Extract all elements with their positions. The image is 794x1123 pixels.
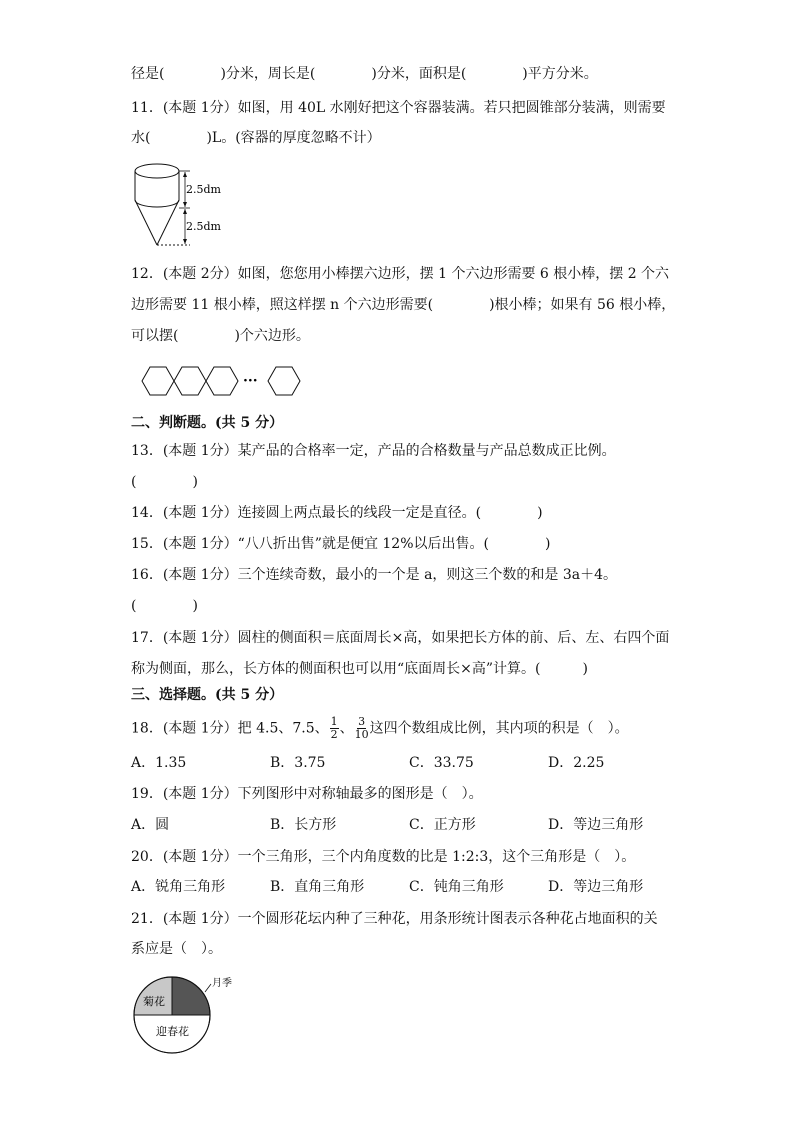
q18-option-a[interactable]: A．1.35 bbox=[131, 755, 187, 771]
q20-option-c[interactable]: C．钝角三角形 bbox=[409, 879, 504, 895]
q16-line1: 16．(本题 1分）三个连续奇数，最小的一个是 a，则这三个数的和是 3a＋4。 bbox=[131, 567, 618, 583]
q12-line1: 12．(本题 2分）如图，您您用小棒摆六边形，摆 1 个六边形需要 6 根小棒，摆 2 个六 bbox=[131, 266, 670, 282]
q18-option-d[interactable]: D．2.25 bbox=[548, 755, 605, 771]
q20-stem: 20．(本题 1分）一个三角形，三个内角度数的比是 1:2:3，这个三角形是（ ）。 bbox=[131, 849, 636, 865]
container-diagram bbox=[128, 160, 228, 250]
ellipsis-dots: ··· bbox=[243, 373, 258, 389]
q21-line2: 系应是（ ）。 bbox=[131, 941, 222, 957]
q10-tail: 径是( )分米，周长是( )分米，面积是( )平方分米。 bbox=[131, 66, 598, 82]
q11-line2: 水( )L。(容器的厚度忽略不计） bbox=[131, 130, 381, 146]
q19-option-d[interactable]: D．等边三角形 bbox=[548, 817, 644, 833]
q20-option-a[interactable]: A．锐角三角形 bbox=[131, 879, 226, 895]
q16-answer-paren: ( ) bbox=[131, 598, 198, 614]
q19-stem: 19．(本题 1分）下列图形中对称轴最多的图形是（ ）。 bbox=[131, 786, 483, 802]
q18-option-c[interactable]: C．33.75 bbox=[409, 755, 474, 771]
q19-option-c[interactable]: C．正方形 bbox=[409, 817, 476, 833]
hexagon-diagram bbox=[136, 362, 306, 402]
q17-line2: 称为侧面，那么，长方体的侧面积也可以用“底面周长×高”计算。( ) bbox=[131, 661, 588, 677]
section-title-choice: 三、选择题。(共 5 分） bbox=[131, 687, 284, 703]
q12-line3: 可以摆( )个六边形。 bbox=[131, 328, 310, 344]
fraction-three-tenths: $\frac{3}{10}$ bbox=[354, 715, 369, 741]
q20-option-b[interactable]: B．直角三角形 bbox=[270, 879, 365, 895]
q18-stem: 18．(本题 1分）把 4.5、7.5、 $\frac{1}{2}$ 、 $\frac{3}{10}$ 这四个数组成比例，其内项的积是（ ）。 bbox=[131, 715, 629, 741]
q17-line1: 17．(本题 1分）圆柱的侧面积＝底面周长×高，如果把长方体的前、后、左、右四个面 bbox=[131, 630, 670, 646]
dim-label-top: 2.5dm bbox=[186, 183, 221, 196]
q15: 15．(本题 1分）“八八折出售”就是便宜 12%以后出售。( ) bbox=[131, 536, 551, 552]
flower-pie-figure bbox=[128, 972, 240, 1058]
q19-option-b[interactable]: B．长方形 bbox=[270, 817, 337, 833]
q11-line1: 11．(本题 1分）如图，用 40L 水刚好把这个容器装满。若只把圆锥部分装满，则需要 bbox=[131, 100, 666, 116]
q20-option-d[interactable]: D．等边三角形 bbox=[548, 879, 644, 895]
q19-option-a[interactable]: A．圆 bbox=[131, 817, 170, 833]
pie-label-juhua: 菊花 bbox=[143, 995, 165, 1008]
section-title-judgment: 二、判断题。(共 5 分） bbox=[131, 415, 284, 431]
q12-line2: 边形需要 11 根小棒，照这样摆 n 个六边形需要( )根小棒；如果有 56 根小棒， bbox=[131, 297, 676, 313]
q13-line1: 13．(本题 1分）某产品的合格率一定，产品的合格数量与产品总数成正比例。 bbox=[131, 443, 616, 459]
pie-label-yingchun: 迎春花 bbox=[156, 1025, 189, 1038]
q18-prefix: 18．(本题 1分）把 4.5、7.5、 bbox=[131, 720, 329, 737]
dim-label-bottom: 2.5dm bbox=[186, 220, 221, 233]
pie-label-yueji: 月季 bbox=[212, 978, 232, 989]
q14: 14．(本题 1分）连接圆上两点最长的线段一定是直径。( ) bbox=[131, 505, 543, 521]
q13-answer-paren: ( ) bbox=[131, 474, 198, 490]
q18-suffix: 这四个数组成比例，其内项的积是（ ）。 bbox=[369, 720, 629, 737]
fraction-one-half: $\frac{1}{2}$ bbox=[330, 715, 338, 741]
q18-option-b[interactable]: B．3.75 bbox=[270, 755, 326, 771]
q21-line1: 21．(本题 1分）一个圆形花坛内种了三种花，用条形统计图表示各种花占地面积的关 bbox=[131, 911, 658, 927]
